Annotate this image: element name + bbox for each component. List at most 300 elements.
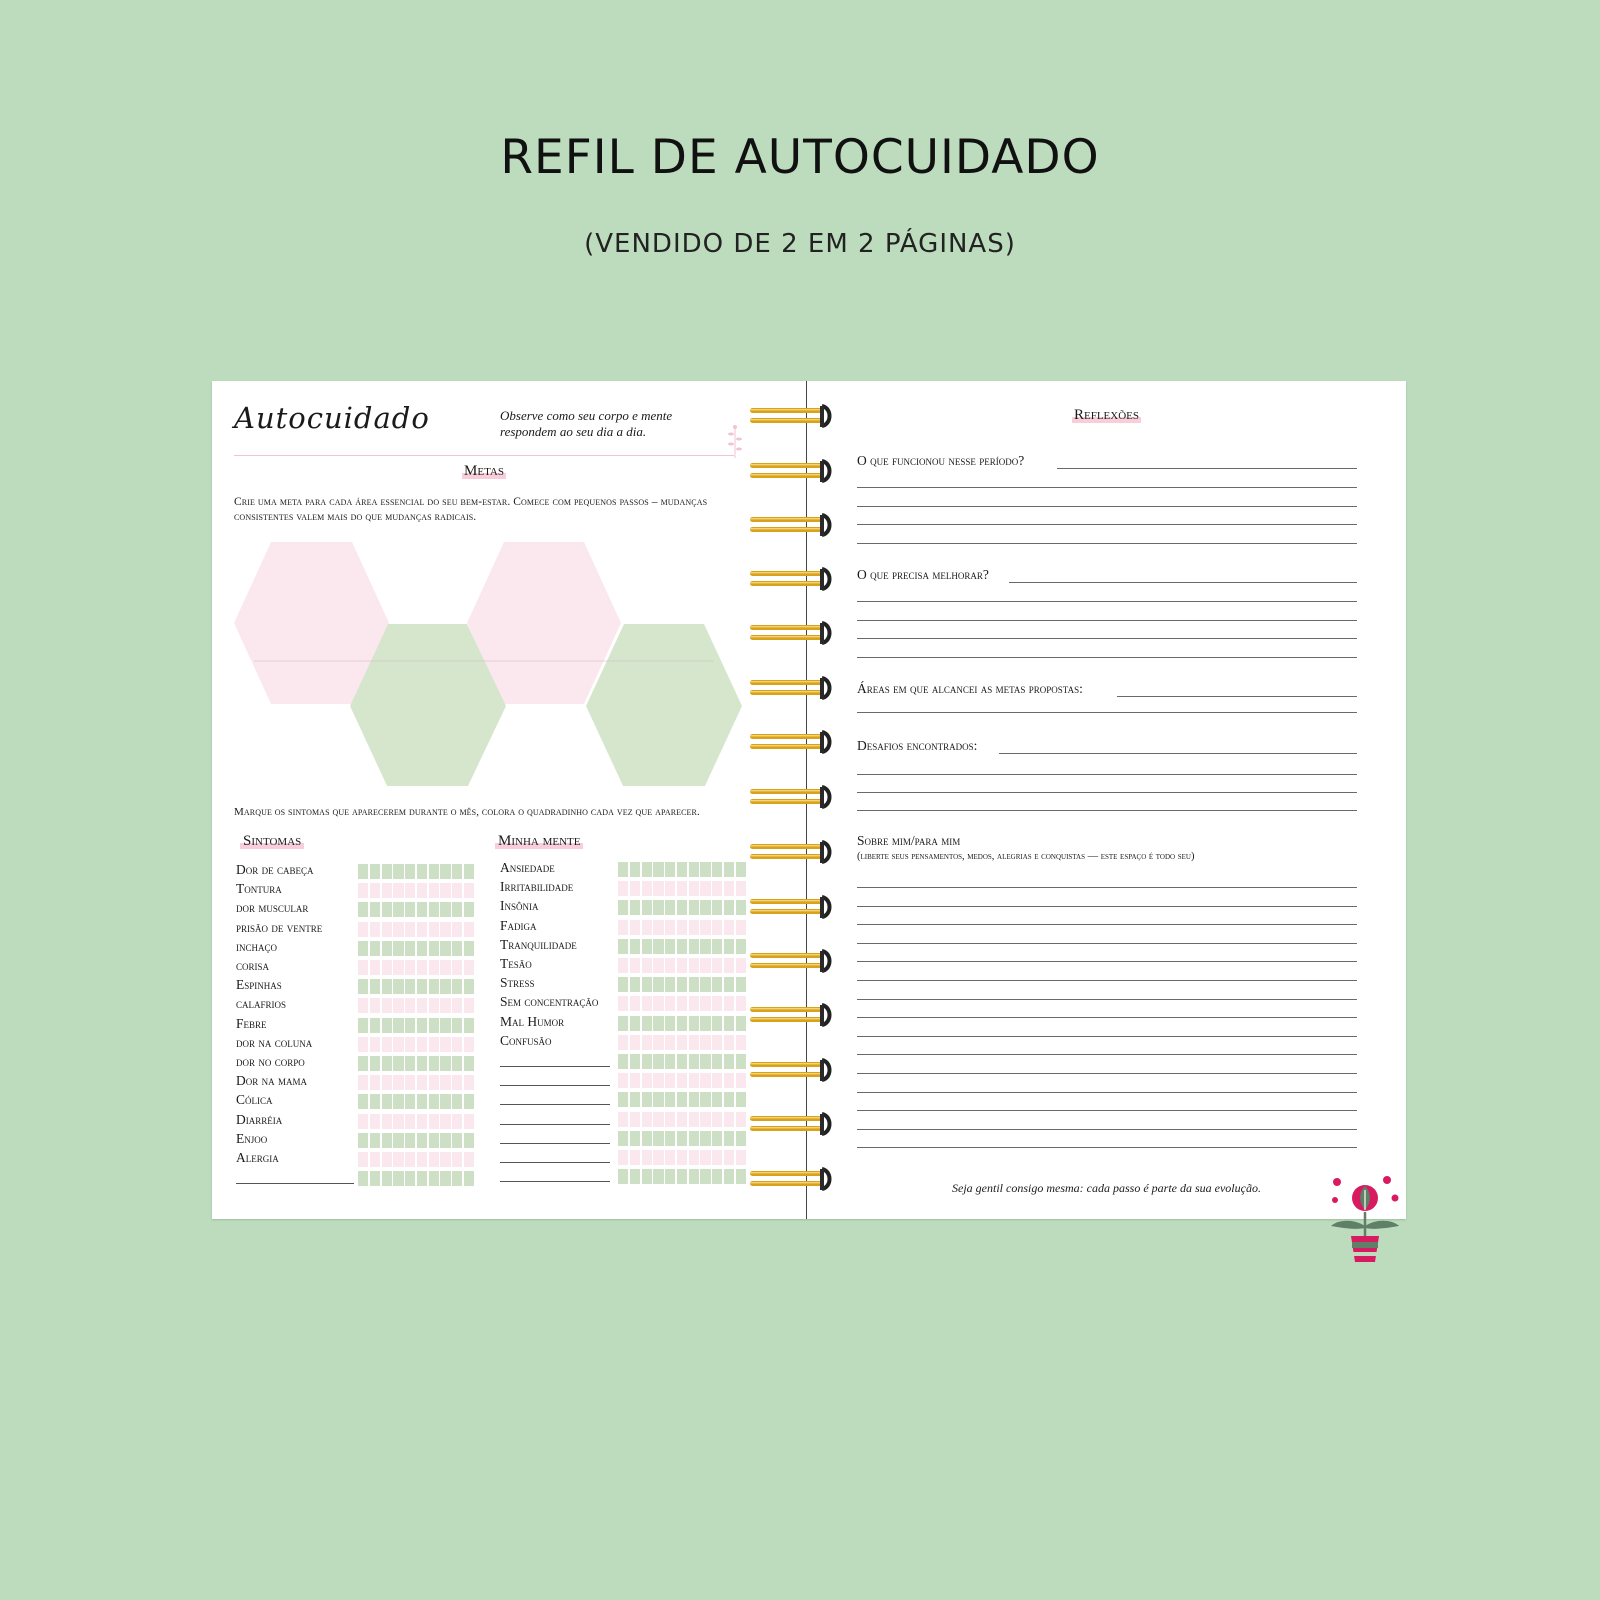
tracker-checkbox[interactable] [677,996,687,1011]
tracker-checkbox[interactable] [665,996,675,1011]
tracker-checkbox[interactable] [417,902,427,917]
answer-line[interactable] [857,943,1357,944]
tracker-checkbox[interactable] [405,864,415,879]
tracker-checkbox[interactable] [689,920,699,935]
tracker-checkbox[interactable] [452,1056,462,1071]
tracker-checkbox[interactable] [370,1114,380,1129]
tracker-checkbox[interactable] [429,998,439,1013]
answer-line[interactable] [857,1054,1357,1055]
tracker-checkbox[interactable] [382,1152,392,1167]
tracker-checkbox[interactable] [642,1131,652,1146]
tracker-checkbox[interactable] [393,1152,403,1167]
tracker-checkbox[interactable] [382,941,392,956]
tracker-checkbox[interactable] [724,1112,734,1127]
tracker-checkbox[interactable] [452,998,462,1013]
tracker-checkbox[interactable] [358,960,368,975]
tracker-checkbox[interactable] [700,1112,710,1127]
tracker-checkbox[interactable] [653,1035,663,1050]
tracker-checkbox[interactable] [452,960,462,975]
tracker-checkbox[interactable] [618,920,628,935]
tracker-checkbox[interactable] [689,958,699,973]
tracker-checkbox[interactable] [677,862,687,877]
tracker-checkbox[interactable] [440,941,450,956]
tracker-checkbox[interactable] [630,920,640,935]
tracker-checkbox[interactable] [382,998,392,1013]
tracker-checkbox[interactable] [464,998,474,1013]
tracker-checkbox[interactable] [630,1131,640,1146]
tracker-checkbox[interactable] [358,979,368,994]
tracker-checkbox[interactable] [724,1131,734,1146]
tracker-checkbox[interactable] [370,864,380,879]
tracker-checkbox[interactable] [689,862,699,877]
tracker-checkbox[interactable] [712,1131,722,1146]
tracker-checkbox[interactable] [464,1018,474,1033]
tracker-checkbox[interactable] [440,1056,450,1071]
tracker-checkbox[interactable] [618,1092,628,1107]
tracker-checkbox[interactable] [405,1018,415,1033]
tracker-checkbox[interactable] [393,1114,403,1129]
tracker-checkbox[interactable] [642,939,652,954]
tracker-checkbox[interactable] [358,1114,368,1129]
tracker-checkbox[interactable] [429,1018,439,1033]
tracker-checkbox[interactable] [440,1094,450,1109]
tracker-checkbox[interactable] [452,979,462,994]
tracker-checkbox[interactable] [393,1056,403,1071]
tracker-checkbox[interactable] [689,1092,699,1107]
tracker-checkbox[interactable] [429,1037,439,1052]
tracker-checkbox[interactable] [382,1056,392,1071]
tracker-checkbox[interactable] [677,1112,687,1127]
tracker-checkbox[interactable] [653,1131,663,1146]
tracker-checkbox[interactable] [642,1169,652,1184]
tracker-checkbox[interactable] [370,883,380,898]
tracker-checkbox[interactable] [440,1114,450,1129]
tracker-checkbox[interactable] [452,1094,462,1109]
tracker-checkbox[interactable] [440,960,450,975]
tracker-checkbox[interactable] [393,1171,403,1186]
tracker-checkbox[interactable] [653,1092,663,1107]
tracker-checkbox[interactable] [440,1018,450,1033]
tracker-checkbox[interactable] [712,1112,722,1127]
blank-mind-line[interactable] [500,1085,610,1086]
tracker-checkbox[interactable] [429,960,439,975]
tracker-checkbox[interactable] [712,1054,722,1069]
tracker-checkbox[interactable] [405,1075,415,1090]
tracker-checkbox[interactable] [618,939,628,954]
tracker-checkbox[interactable] [358,1037,368,1052]
tracker-checkbox[interactable] [653,1150,663,1165]
blank-mind-line[interactable] [500,1162,610,1163]
tracker-checkbox[interactable] [464,902,474,917]
tracker-checkbox[interactable] [370,979,380,994]
tracker-checkbox[interactable] [677,1054,687,1069]
tracker-checkbox[interactable] [642,1016,652,1031]
answer-line[interactable] [857,506,1357,507]
tracker-checkbox[interactable] [653,881,663,896]
tracker-checkbox[interactable] [630,958,640,973]
tracker-checkbox[interactable] [382,960,392,975]
tracker-checkbox[interactable] [724,900,734,915]
tracker-checkbox[interactable] [429,922,439,937]
tracker-checkbox[interactable] [452,1133,462,1148]
tracker-checkbox[interactable] [677,1150,687,1165]
answer-line[interactable] [857,1110,1357,1111]
tracker-checkbox[interactable] [665,1169,675,1184]
tracker-checkbox[interactable] [642,1073,652,1088]
tracker-checkbox[interactable] [429,864,439,879]
tracker-checkbox[interactable] [689,1054,699,1069]
blank-mind-line[interactable] [500,1124,610,1125]
tracker-checkbox[interactable] [689,1016,699,1031]
tracker-checkbox[interactable] [724,862,734,877]
answer-line[interactable] [857,792,1357,793]
answer-line[interactable] [857,1073,1357,1074]
tracker-checkbox[interactable] [724,881,734,896]
tracker-checkbox[interactable] [677,1016,687,1031]
tracker-checkbox[interactable] [665,1016,675,1031]
tracker-checkbox[interactable] [417,1171,427,1186]
tracker-checkbox[interactable] [642,1112,652,1127]
tracker-checkbox[interactable] [370,1094,380,1109]
tracker-checkbox[interactable] [665,958,675,973]
tracker-checkbox[interactable] [464,1075,474,1090]
tracker-checkbox[interactable] [630,1092,640,1107]
tracker-checkbox[interactable] [464,1171,474,1186]
tracker-checkbox[interactable] [382,979,392,994]
tracker-checkbox[interactable] [700,1016,710,1031]
answer-line[interactable] [857,543,1357,544]
tracker-checkbox[interactable] [464,960,474,975]
tracker-checkbox[interactable] [630,900,640,915]
answer-line[interactable] [857,980,1357,981]
tracker-checkbox[interactable] [618,996,628,1011]
tracker-checkbox[interactable] [464,1152,474,1167]
tracker-checkbox[interactable] [429,941,439,956]
answer-line[interactable] [857,906,1357,907]
tracker-checkbox[interactable] [630,1169,640,1184]
tracker-checkbox[interactable] [700,958,710,973]
tracker-checkbox[interactable] [358,1018,368,1033]
tracker-checkbox[interactable] [452,922,462,937]
tracker-checkbox[interactable] [677,1131,687,1146]
tracker-checkbox[interactable] [677,1073,687,1088]
tracker-checkbox[interactable] [689,1035,699,1050]
tracker-checkbox[interactable] [618,1150,628,1165]
tracker-checkbox[interactable] [429,883,439,898]
tracker-checkbox[interactable] [712,862,722,877]
tracker-checkbox[interactable] [393,1037,403,1052]
tracker-checkbox[interactable] [642,977,652,992]
tracker-checkbox[interactable] [464,1114,474,1129]
tracker-checkbox[interactable] [736,862,746,877]
tracker-checkbox[interactable] [370,902,380,917]
tracker-checkbox[interactable] [700,977,710,992]
tracker-checkbox[interactable] [464,1037,474,1052]
tracker-checkbox[interactable] [642,958,652,973]
tracker-checkbox[interactable] [417,864,427,879]
tracker-checkbox[interactable] [712,1073,722,1088]
tracker-checkbox[interactable] [665,862,675,877]
tracker-checkbox[interactable] [712,1169,722,1184]
tracker-checkbox[interactable] [677,1035,687,1050]
tracker-checkbox[interactable] [630,1054,640,1069]
tracker-checkbox[interactable] [642,862,652,877]
tracker-checkbox[interactable] [630,1035,640,1050]
tracker-checkbox[interactable] [665,1150,675,1165]
tracker-checkbox[interactable] [429,1114,439,1129]
tracker-checkbox[interactable] [642,1092,652,1107]
tracker-checkbox[interactable] [464,1094,474,1109]
tracker-checkbox[interactable] [393,902,403,917]
tracker-checkbox[interactable] [736,977,746,992]
tracker-checkbox[interactable] [440,883,450,898]
tracker-checkbox[interactable] [370,1056,380,1071]
tracker-checkbox[interactable] [417,1037,427,1052]
tracker-checkbox[interactable] [618,900,628,915]
tracker-checkbox[interactable] [653,920,663,935]
tracker-checkbox[interactable] [382,1114,392,1129]
tracker-checkbox[interactable] [618,1016,628,1031]
tracker-checkbox[interactable] [677,958,687,973]
tracker-checkbox[interactable] [440,922,450,937]
tracker-checkbox[interactable] [630,1016,640,1031]
tracker-checkbox[interactable] [724,996,734,1011]
tracker-checkbox[interactable] [464,864,474,879]
tracker-checkbox[interactable] [358,922,368,937]
tracker-checkbox[interactable] [700,862,710,877]
answer-line[interactable] [857,774,1357,775]
tracker-checkbox[interactable] [452,883,462,898]
tracker-checkbox[interactable] [440,1152,450,1167]
tracker-checkbox[interactable] [689,881,699,896]
tracker-checkbox[interactable] [677,939,687,954]
tracker-checkbox[interactable] [452,1152,462,1167]
tracker-checkbox[interactable] [736,881,746,896]
tracker-checkbox[interactable] [382,1094,392,1109]
tracker-checkbox[interactable] [677,920,687,935]
tracker-checkbox[interactable] [464,922,474,937]
tracker-checkbox[interactable] [382,883,392,898]
tracker-checkbox[interactable] [452,1018,462,1033]
tracker-checkbox[interactable] [464,979,474,994]
tracker-checkbox[interactable] [393,960,403,975]
tracker-checkbox[interactable] [665,1112,675,1127]
tracker-checkbox[interactable] [452,1037,462,1052]
answer-line[interactable] [857,810,1357,811]
tracker-checkbox[interactable] [653,1169,663,1184]
tracker-checkbox[interactable] [724,1092,734,1107]
tracker-checkbox[interactable] [712,958,722,973]
tracker-checkbox[interactable] [370,1133,380,1148]
tracker-checkbox[interactable] [370,1171,380,1186]
tracker-checkbox[interactable] [653,996,663,1011]
blank-symptom-line[interactable] [236,1183,354,1184]
tracker-checkbox[interactable] [429,1171,439,1186]
tracker-checkbox[interactable] [393,1094,403,1109]
blank-mind-line[interactable] [500,1143,610,1144]
tracker-checkbox[interactable] [712,900,722,915]
tracker-checkbox[interactable] [370,941,380,956]
tracker-checkbox[interactable] [689,939,699,954]
tracker-checkbox[interactable] [665,920,675,935]
tracker-checkbox[interactable] [653,977,663,992]
tracker-checkbox[interactable] [417,1114,427,1129]
tracker-checkbox[interactable] [370,1018,380,1033]
tracker-checkbox[interactable] [405,883,415,898]
tracker-checkbox[interactable] [440,902,450,917]
tracker-checkbox[interactable] [405,1133,415,1148]
tracker-checkbox[interactable] [700,1131,710,1146]
tracker-checkbox[interactable] [618,862,628,877]
tracker-checkbox[interactable] [665,977,675,992]
tracker-checkbox[interactable] [358,1056,368,1071]
tracker-checkbox[interactable] [677,977,687,992]
tracker-checkbox[interactable] [382,922,392,937]
tracker-checkbox[interactable] [689,1112,699,1127]
blank-mind-line[interactable] [500,1066,610,1067]
tracker-checkbox[interactable] [630,939,640,954]
tracker-checkbox[interactable] [724,1054,734,1069]
tracker-checkbox[interactable] [417,883,427,898]
tracker-checkbox[interactable] [700,900,710,915]
tracker-checkbox[interactable] [464,1133,474,1148]
tracker-checkbox[interactable] [700,1054,710,1069]
answer-line[interactable] [1057,468,1357,469]
tracker-checkbox[interactable] [653,958,663,973]
tracker-checkbox[interactable] [429,1133,439,1148]
tracker-checkbox[interactable] [405,1171,415,1186]
tracker-checkbox[interactable] [665,1054,675,1069]
tracker-checkbox[interactable] [440,1171,450,1186]
tracker-checkbox[interactable] [736,1092,746,1107]
answer-line[interactable] [1009,582,1357,583]
tracker-checkbox[interactable] [642,900,652,915]
answer-line[interactable] [857,1129,1357,1130]
tracker-checkbox[interactable] [370,922,380,937]
tracker-checkbox[interactable] [417,1018,427,1033]
tracker-checkbox[interactable] [370,998,380,1013]
tracker-checkbox[interactable] [382,1075,392,1090]
tracker-checkbox[interactable] [724,1150,734,1165]
tracker-checkbox[interactable] [736,939,746,954]
tracker-checkbox[interactable] [440,1037,450,1052]
tracker-checkbox[interactable] [393,1075,403,1090]
tracker-checkbox[interactable] [417,979,427,994]
tracker-checkbox[interactable] [618,1131,628,1146]
tracker-checkbox[interactable] [370,1152,380,1167]
tracker-checkbox[interactable] [736,1035,746,1050]
tracker-checkbox[interactable] [665,939,675,954]
tracker-checkbox[interactable] [653,900,663,915]
tracker-checkbox[interactable] [358,1133,368,1148]
tracker-checkbox[interactable] [405,1094,415,1109]
tracker-checkbox[interactable] [630,1112,640,1127]
tracker-checkbox[interactable] [370,960,380,975]
tracker-checkbox[interactable] [700,1073,710,1088]
answer-line[interactable] [857,999,1357,1000]
tracker-checkbox[interactable] [700,939,710,954]
tracker-checkbox[interactable] [642,996,652,1011]
tracker-checkbox[interactable] [440,864,450,879]
tracker-checkbox[interactable] [700,1150,710,1165]
tracker-checkbox[interactable] [712,920,722,935]
answer-line[interactable] [857,887,1357,888]
tracker-checkbox[interactable] [370,1075,380,1090]
tracker-checkbox[interactable] [665,1035,675,1050]
tracker-checkbox[interactable] [712,977,722,992]
tracker-checkbox[interactable] [700,1169,710,1184]
tracker-checkbox[interactable] [405,1152,415,1167]
tracker-checkbox[interactable] [393,979,403,994]
tracker-checkbox[interactable] [736,920,746,935]
tracker-checkbox[interactable] [405,902,415,917]
tracker-checkbox[interactable] [630,1073,640,1088]
answer-line[interactable] [857,601,1357,602]
tracker-checkbox[interactable] [677,1092,687,1107]
tracker-checkbox[interactable] [712,1092,722,1107]
tracker-checkbox[interactable] [358,883,368,898]
tracker-checkbox[interactable] [724,1016,734,1031]
tracker-checkbox[interactable] [417,998,427,1013]
tracker-checkbox[interactable] [429,1056,439,1071]
tracker-checkbox[interactable] [630,996,640,1011]
answer-line[interactable] [857,712,1357,713]
tracker-checkbox[interactable] [382,1133,392,1148]
tracker-checkbox[interactable] [358,902,368,917]
tracker-checkbox[interactable] [618,881,628,896]
tracker-checkbox[interactable] [464,883,474,898]
tracker-checkbox[interactable] [393,864,403,879]
tracker-checkbox[interactable] [689,1131,699,1146]
tracker-checkbox[interactable] [358,998,368,1013]
answer-line[interactable] [857,1092,1357,1093]
tracker-checkbox[interactable] [405,1114,415,1129]
tracker-checkbox[interactable] [689,900,699,915]
tracker-checkbox[interactable] [630,862,640,877]
tracker-checkbox[interactable] [736,1150,746,1165]
tracker-checkbox[interactable] [405,979,415,994]
tracker-checkbox[interactable] [630,1150,640,1165]
tracker-checkbox[interactable] [393,1133,403,1148]
tracker-checkbox[interactable] [653,862,663,877]
tracker-checkbox[interactable] [630,881,640,896]
tracker-checkbox[interactable] [653,939,663,954]
tracker-checkbox[interactable] [417,1056,427,1071]
tracker-checkbox[interactable] [440,1133,450,1148]
answer-line[interactable] [1117,696,1357,697]
tracker-checkbox[interactable] [689,1073,699,1088]
tracker-checkbox[interactable] [405,998,415,1013]
tracker-checkbox[interactable] [736,1131,746,1146]
tracker-checkbox[interactable] [393,883,403,898]
answer-line[interactable] [857,961,1357,962]
tracker-checkbox[interactable] [736,996,746,1011]
tracker-checkbox[interactable] [440,1075,450,1090]
tracker-checkbox[interactable] [712,939,722,954]
tracker-checkbox[interactable] [700,996,710,1011]
tracker-checkbox[interactable] [689,1150,699,1165]
tracker-checkbox[interactable] [464,1056,474,1071]
tracker-checkbox[interactable] [452,941,462,956]
answer-line[interactable] [857,620,1357,621]
tracker-checkbox[interactable] [417,1094,427,1109]
tracker-checkbox[interactable] [382,864,392,879]
tracker-checkbox[interactable] [382,902,392,917]
tracker-checkbox[interactable] [724,1073,734,1088]
tracker-checkbox[interactable] [452,1075,462,1090]
tracker-checkbox[interactable] [417,1152,427,1167]
tracker-checkbox[interactable] [393,941,403,956]
